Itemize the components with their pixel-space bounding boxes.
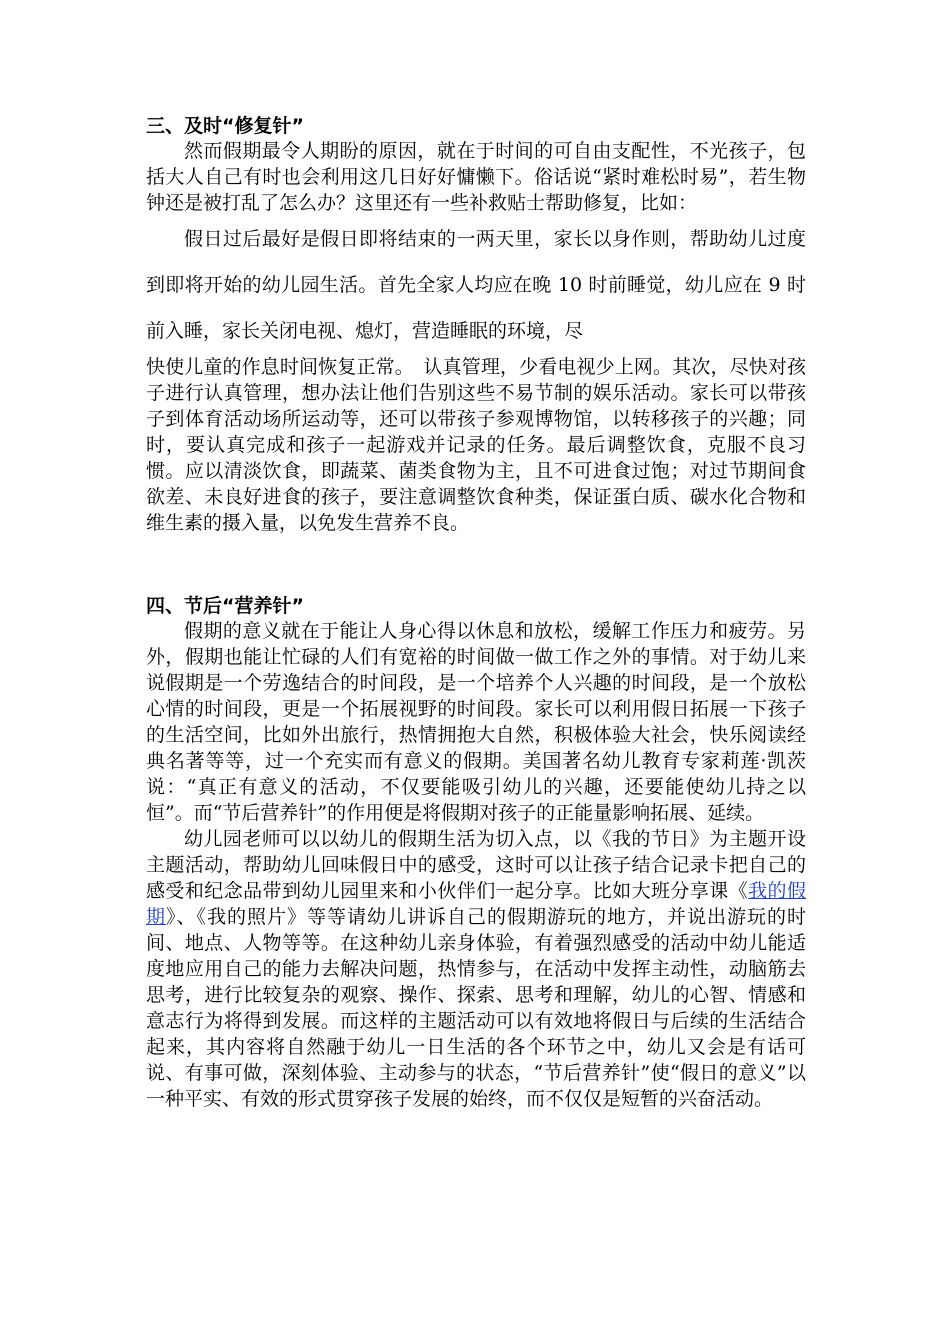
my-vacation-link[interactable]: 我的假期 [146, 880, 806, 928]
section-spacer [146, 536, 806, 590]
section-4-paragraph-2 [146, 826, 806, 1112]
paragraph-text-after-link: 》、《我的照片》等等请幼儿讲诉自己的假期游玩的地方，并说出游玩的时间、地点、人物等等。在这种幼儿亲身体验，有着强烈感受的活动中幼儿能适度地应用自己的能力去解决问题，热情参与，在活动中发挥主动性，动脑筋去思考，进行比较复杂的观察、操作、探索、思考和理解，幼儿的心智、情感和意志行为将得到发展。而这样的主题活动可以有效地将假日与后续的生活结合起来，其内容将自然融于幼儿一日生活的各个环节之中，幼儿又会是有话可说、有事可做，深刻体验、主动参与的状态，“节后营养针”使“假日的意义”以一种平实、有效的形式贯穿孩子发展的始终，而不仅仅是短暂的兴奋活动。 [146, 906, 806, 1110]
document-page [146, 110, 806, 1112]
section-3-paragraph-2: 假日过后最好是假日即将结束的一两天里，家长以身作则，帮助幼儿过度到即将开始的幼儿园生活。首先全家人均应在晚 10 时前睡觉，幼儿应在 9 时前入睡，家长关闭电视、熄灯，营造睡眠的环境，尽 [146, 228, 806, 342]
section-4-heading: 四、节后“营养针” [146, 595, 304, 617]
paragraph-text-before-link: 幼儿园老师可以以幼儿的假期生活为切入点，以《我的节日》为主题开设主题活动，帮助幼儿回味假日中的感受，这时可以让孩子结合记录卡把自己的感受和纪念品带到幼儿园里来和小伙伴们一起分享。比如大班分享课《 [146, 828, 806, 902]
section-3-paragraph-1: 然而假期最令人期盼的原因，就在于时间的可自由支配性，不光孩子，包括大人自己有时也会利用这几日好好慵懒下。俗话说“紧时难松时易”，若生物钟还是被打乱了怎么办？这里还有一些补救贴士帮助修复，比如： [146, 140, 806, 214]
section-3-paragraph-2-continued: 快使儿童的作息时间恢复正常。 认真管理，少看电视少上网。其次，尽快对孩子进行认真管理，想办法让他们告别这些不易节制的娱乐活动。家长可以带孩子到体育活动场所运动等，还可以带孩子参观博物馆，以转移孩子的兴趣；同时，要认真完成和孩子一起游戏并记录的任务。最后调整饮食，克服不良习惯。应以清淡饮食，即蔬菜、菌类食物为主，且不可进食过饱；对过节期间食欲差、未良好进食的孩子，要注意调整饮食种类，保证蛋白质、碳水化合物和维生素的摄入量，以免发生营养不良。 [146, 356, 806, 534]
section-3-heading: 三、及时“修复针” [146, 115, 304, 137]
section-4-paragraph-1: 假期的意义就在于能让人身心得以休息和放松，缓解工作压力和疲劳。另外，假期也能让忙碌的人们有宽裕的时间做一做工作之外的事情。对于幼儿来说假期是一个劳逸结合的时间段，是一个培养个人兴趣的时间段，是一个放松心情的时间段，更是一个拓展视野的时间段。家长可以利用假日拓展一下孩子的生活空间，比如外出旅行，热情拥抱大自然，积极体验大社会，快乐阅读经典名著等等，过一个充实而有意义的假期。美国著名幼儿教育专家莉莲·凯茨说：“真正有意义的活动，不仅要能吸引幼儿的兴趣，还要能使幼儿持之以恒”。而“节后营养针”的作用便是将假期对孩子的正能量影响拓展、延续。 [146, 620, 806, 824]
